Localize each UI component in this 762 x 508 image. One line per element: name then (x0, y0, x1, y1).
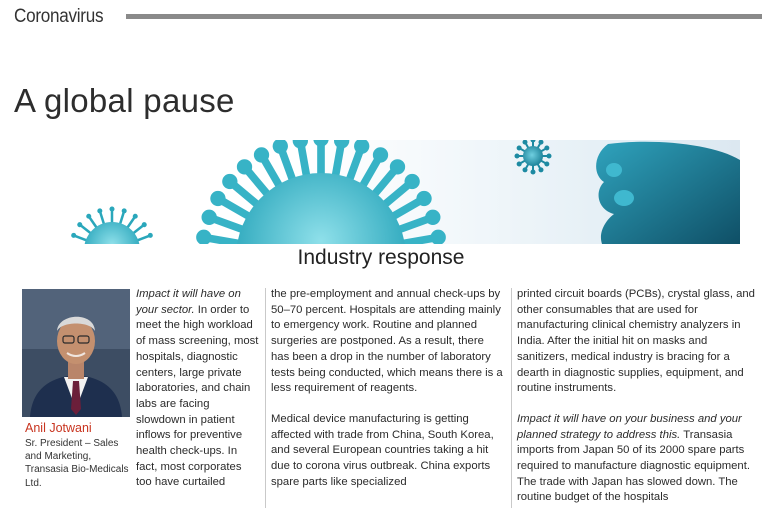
virus-tiny (515, 140, 552, 175)
column-3-paragraph-1: printed circuit boards (PCBs), crystal glass, and other consumables that are used for manufacturing clinical chemistry analyzers in India. After the initial hit on masks and sanitizers, medical industry is bracing for a dearth in diagnostic supplies, equipment, and routine instruments. (517, 288, 755, 395)
column-2-paragraph-1: the pre-employment and annual check-ups by 50–70 percent. Hospitals are attending mainly to emergency work. Routine and planned surgeries are postponed. As a result, there has been a drop in the number of laboratory tests being conducted, which means there is a less requirement of reagents. (271, 288, 503, 395)
virus-banner-image (14, 140, 740, 244)
virus-illustration (14, 140, 740, 244)
section-header (14, 6, 762, 28)
person-role: Sr. President – Sales and Marketing, Transasia Bio-Medicals Ltd. (25, 438, 129, 489)
virus-right-closeup (596, 142, 740, 244)
virus-large-center (194, 140, 447, 244)
column-divider (511, 288, 512, 508)
column-3-paragraph-2 (517, 412, 757, 506)
page-title: A global pause (14, 82, 235, 119)
column-2 (271, 287, 505, 505)
question-italic: Impact it will have on your business and your planned strategy to address this. (517, 412, 742, 441)
column-3 (517, 287, 757, 508)
answer-text: Transasia imports from Japan 50 of its 2000 spare parts required to manufacture diagnostic equipment. The trade with Japan has slowed down. The routine budget of the hospitals (517, 428, 750, 504)
column-1-paragraph (136, 287, 260, 491)
person-name: Anil Jotwani (25, 421, 92, 435)
answer-text: In order to meet the high workload of mass screening, most hospitals, diagnostic centers, large private laboratories, and chain labs are facing slowdown in patient inflows for preventive health check-ups. In fact, most corporates too have curtailed (136, 303, 259, 489)
portrait-photo (22, 289, 130, 417)
section-subhead: Industry response (297, 246, 465, 269)
column-2-paragraph-2: Medical device manufacturing is getting affected with trade from China, South Korea, and several European countries taking a hit due to corona virus outbreak. China exports spare parts like specialized (271, 412, 494, 488)
section-label: Coronavirus (14, 6, 104, 27)
virus-small-left (69, 206, 156, 244)
column-divider (265, 288, 266, 508)
column-1 (136, 287, 260, 506)
question-italic: Impact it will have on your sector. (136, 288, 241, 316)
section-rule (126, 14, 762, 19)
